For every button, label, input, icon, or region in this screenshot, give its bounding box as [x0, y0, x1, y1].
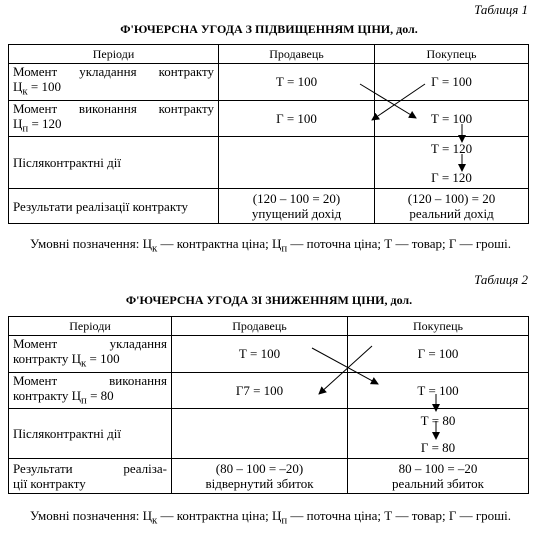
- table2-row2-period: Момент виконання контракту $Ц_п = 80$: [9, 372, 172, 409]
- table2-note: Умовні позначення: $Ц_к$ — контрактна ціна; $Ц_п$ — поточна ціна; Т — товар; Г — гроші.: [30, 508, 512, 527]
- table2-header-seller: Продавець: [172, 317, 348, 336]
- exchange-arrow-icon: [312, 348, 378, 384]
- table2-title: Ф'ЮЧЕРСНА УГОДА ЗІ ЗНИЖЕННЯМ ЦІНИ, дол.: [125, 293, 413, 307]
- table1-header-seller: Продавець: [219, 45, 375, 64]
- table2-header-buyer: Покупець: [348, 317, 529, 336]
- table1-title: Ф'ЮЧЕРСНА УГОДА З ПІДВИЩЕННЯМ ЦІНИ, дол.: [120, 22, 418, 36]
- table2-row4-buyer: 80 – 100 = –20 реальний збиток: [348, 459, 529, 494]
- table2-row4-seller: (80 – 100 = –20) відвернутий збиток: [172, 459, 348, 494]
- table1-row1-buyer: Г = 100: [375, 64, 529, 101]
- table2-caption: Таблиця 2: [474, 272, 528, 287]
- table1-note: Умовні позначення: $Ц_к$ — контрактна ціна; $Ц_п$ — поточна ціна; Т — товар; Г — гроші.: [30, 236, 512, 255]
- table1-row3-period: Післяконтрактні дії: [9, 137, 219, 189]
- table2-row3-period: Післяконтрактні дії: [9, 409, 172, 459]
- table2-row1-buyer: Г = 100: [348, 336, 529, 373]
- table2-row2-seller: Г7 = 100: [172, 372, 348, 409]
- table1-header-buyer: Покупець: [375, 45, 529, 64]
- exchange-arrow-icon: [319, 346, 372, 394]
- table1-row1-period: Момент укладання контракту $Ц_к = 100$: [9, 64, 219, 101]
- table2-header-periods: Періоди: [9, 317, 172, 336]
- table2-row2-buyer: Т = 100: [348, 372, 529, 409]
- exchange-arrow-icon: [360, 84, 416, 118]
- table1-row1-seller: Т = 100: [219, 64, 375, 101]
- table1-row4-seller: (120 – 100 = 20) упущений дохід: [219, 189, 375, 224]
- table1-row3-buyer: Т = 120 Г = 120: [375, 137, 529, 189]
- table2-row1-seller: Т = 100: [172, 336, 348, 373]
- table2-row4-period: Результати реаліза- ції контракту: [9, 459, 172, 494]
- table1-row4-period: Результати реалізації контракту: [9, 189, 219, 224]
- table1-row2-seller: Г = 100: [219, 100, 375, 137]
- table2-row1-period: Момент укладання контракту $Ц_к = 100$: [9, 336, 172, 373]
- table1-header-periods: Періоди: [9, 45, 219, 64]
- table1-row2-buyer: Т = 100: [375, 100, 529, 137]
- table2-row3-buyer: Т = 80 Г = 80: [348, 409, 529, 459]
- table1-row2-period: Момент виконання контракту $Ц_п = 120$: [9, 100, 219, 137]
- exchange-arrow-icon: [372, 84, 425, 120]
- table1-row4-buyer: (120 – 100) = 20 реальний дохід: [375, 189, 529, 224]
- table1-caption: Таблиця 1: [474, 2, 528, 17]
